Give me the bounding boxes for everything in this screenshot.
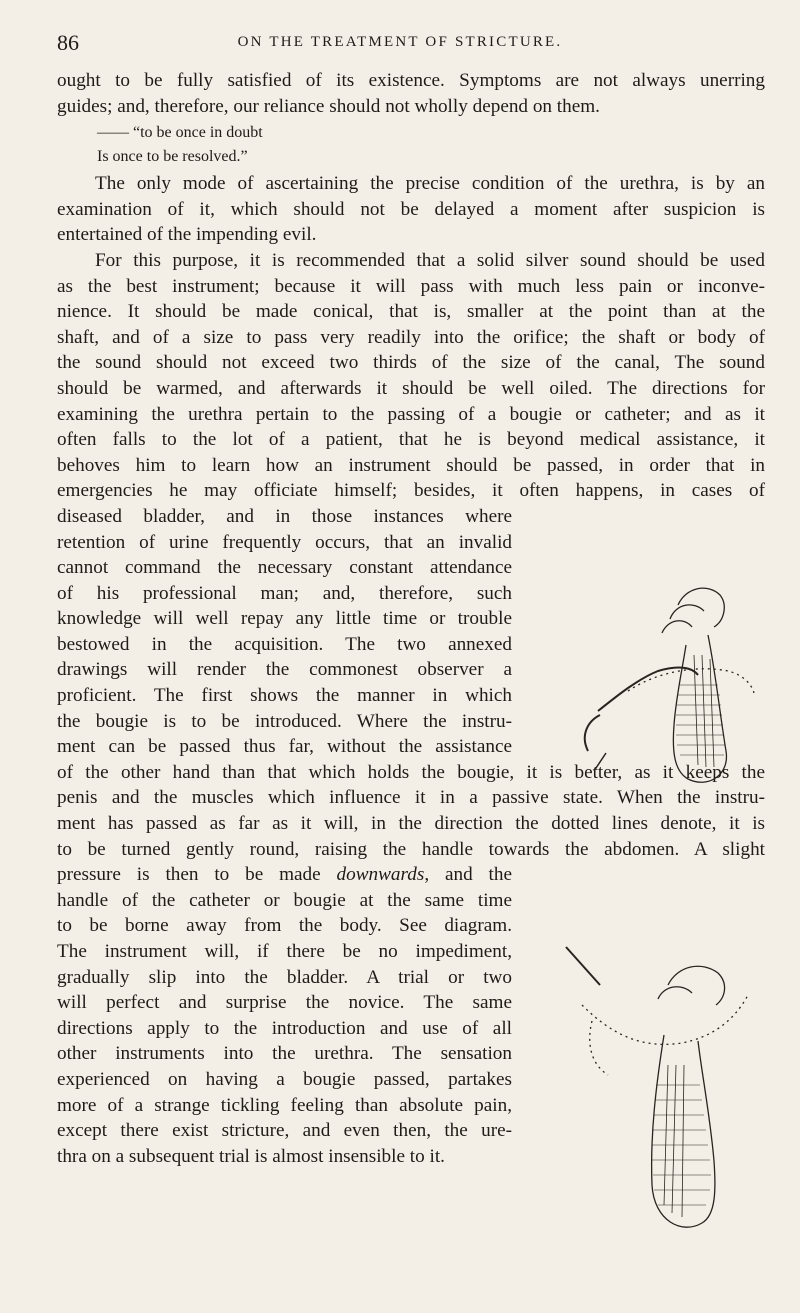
text-line: ment has passed as far as it will, in the direction the dotted lines denote, it is — [57, 813, 765, 835]
text-line: examination of it, which should not be delayed a moment after suspicion is — [57, 198, 765, 220]
text-run: pressure is then to be made — [57, 864, 337, 886]
page-header — [57, 30, 743, 56]
text-line: should be warmed, and afterwards it should be well oiled. The directions for — [57, 377, 765, 399]
text-line: shaft, and of a size to pass very readily into the orifice; the shaft or body of — [57, 326, 765, 348]
engraving-bougie-turned — [552, 925, 767, 1245]
text-line: more of a strange tickling feeling than absolute pain, — [57, 1094, 512, 1116]
text-line: cannot command the necessary constant attendance — [57, 557, 512, 579]
text-line: of the other hand than that which holds the bougie, it is better, as it keeps the — [57, 761, 765, 783]
text-line: to be turned gently round, raising the handle towards the abdomen. A slight — [57, 838, 765, 860]
text-line: ment can be passed thus far, without the assistance — [57, 736, 512, 758]
text-line: to be borne away from the body. See diagram. — [57, 915, 512, 937]
text-line: handle of the catheter or bougie at the same time — [57, 889, 512, 911]
text-line: bestowed in the acquisition. The two annexed — [57, 633, 512, 655]
text-line: except there exist stricture, and even then, the ure- — [57, 1120, 512, 1142]
verse-quote — [57, 121, 765, 169]
text-line: The instrument will, if there be no impediment, — [57, 941, 512, 962]
paragraph-1 — [57, 68, 765, 119]
text-line: examining the urethra pertain to the passing of a bougie or catheter; and as it — [57, 403, 765, 425]
emphasis-text: downwards — [336, 864, 425, 886]
text-line: ought to be fully satisfied of its existence. Symptoms are not always unerring — [57, 70, 765, 91]
quote-line: Is once to be resolved.” — [97, 148, 248, 166]
text-line — [57, 862, 512, 888]
running-head: ON THE TREATMENT OF STRICTURE. — [237, 34, 563, 50]
text-line: The only mode of ascertaining the precise condition of the urethra, is by an — [95, 173, 765, 195]
text-line: diseased bladder, and in those instances where — [57, 505, 512, 527]
paragraph-2 — [57, 171, 765, 248]
text-line: experienced on having a bougie passed, partakes — [57, 1068, 512, 1090]
text-line: guides; and, therefore, our reliance should not wholly depend on them. — [57, 95, 600, 117]
text-line: penis and the muscles which influence it in a passive state. When the instru- — [57, 787, 765, 809]
text-line: of his professional man; and, therefore, such — [57, 582, 512, 604]
text-line: proficient. The first shows the manner in which — [57, 685, 512, 707]
engraving-bougie-introduction — [558, 575, 768, 795]
text-line: other instruments into the urethra. The sensation — [57, 1043, 512, 1065]
text-line: will perfect and surprise the novice. The same — [57, 992, 512, 1014]
text-line: often falls to the lot of a patient, that he is beyond medical assistance, it — [57, 429, 765, 451]
page-number: 86 — [57, 30, 79, 55]
text-line: directions apply to the introduction and use of all — [57, 1017, 512, 1039]
text-line: as the best instrument; because it will pass with much less pain or inconve- — [57, 275, 765, 297]
text-line: gradually slip into the bladder. A trial or two — [57, 966, 512, 988]
text-line: thra on a subsequent trial is almost insensible to it. — [57, 1145, 445, 1167]
quote-line: —— “to be once in doubt — [97, 124, 263, 142]
text-line: nience. It should be made conical, that is, smaller at the point than at the — [57, 301, 765, 323]
text-line: emergencies he may officiate himself; besides, it often happens, in cases of — [57, 480, 765, 502]
text-line: For this purpose, it is recommended that a solid silver sound should be used — [95, 249, 765, 271]
text-line: retention of urine frequently occurs, that an invalid — [57, 531, 512, 553]
text-line: behoves him to learn how an instrument should be passed, in order that in — [57, 454, 765, 476]
text-line: entertained of the impending evil. — [57, 224, 317, 246]
text-run: , and the — [424, 864, 512, 886]
text-line: drawings will render the commonest observer a — [57, 659, 512, 681]
text-line: the sound should not exceed two thirds of the size of the canal, The sound — [57, 352, 765, 374]
text-line: knowledge will well repay any little time or trouble — [57, 608, 512, 630]
text-line: the bougie is to be introduced. Where the instru- — [57, 710, 512, 732]
